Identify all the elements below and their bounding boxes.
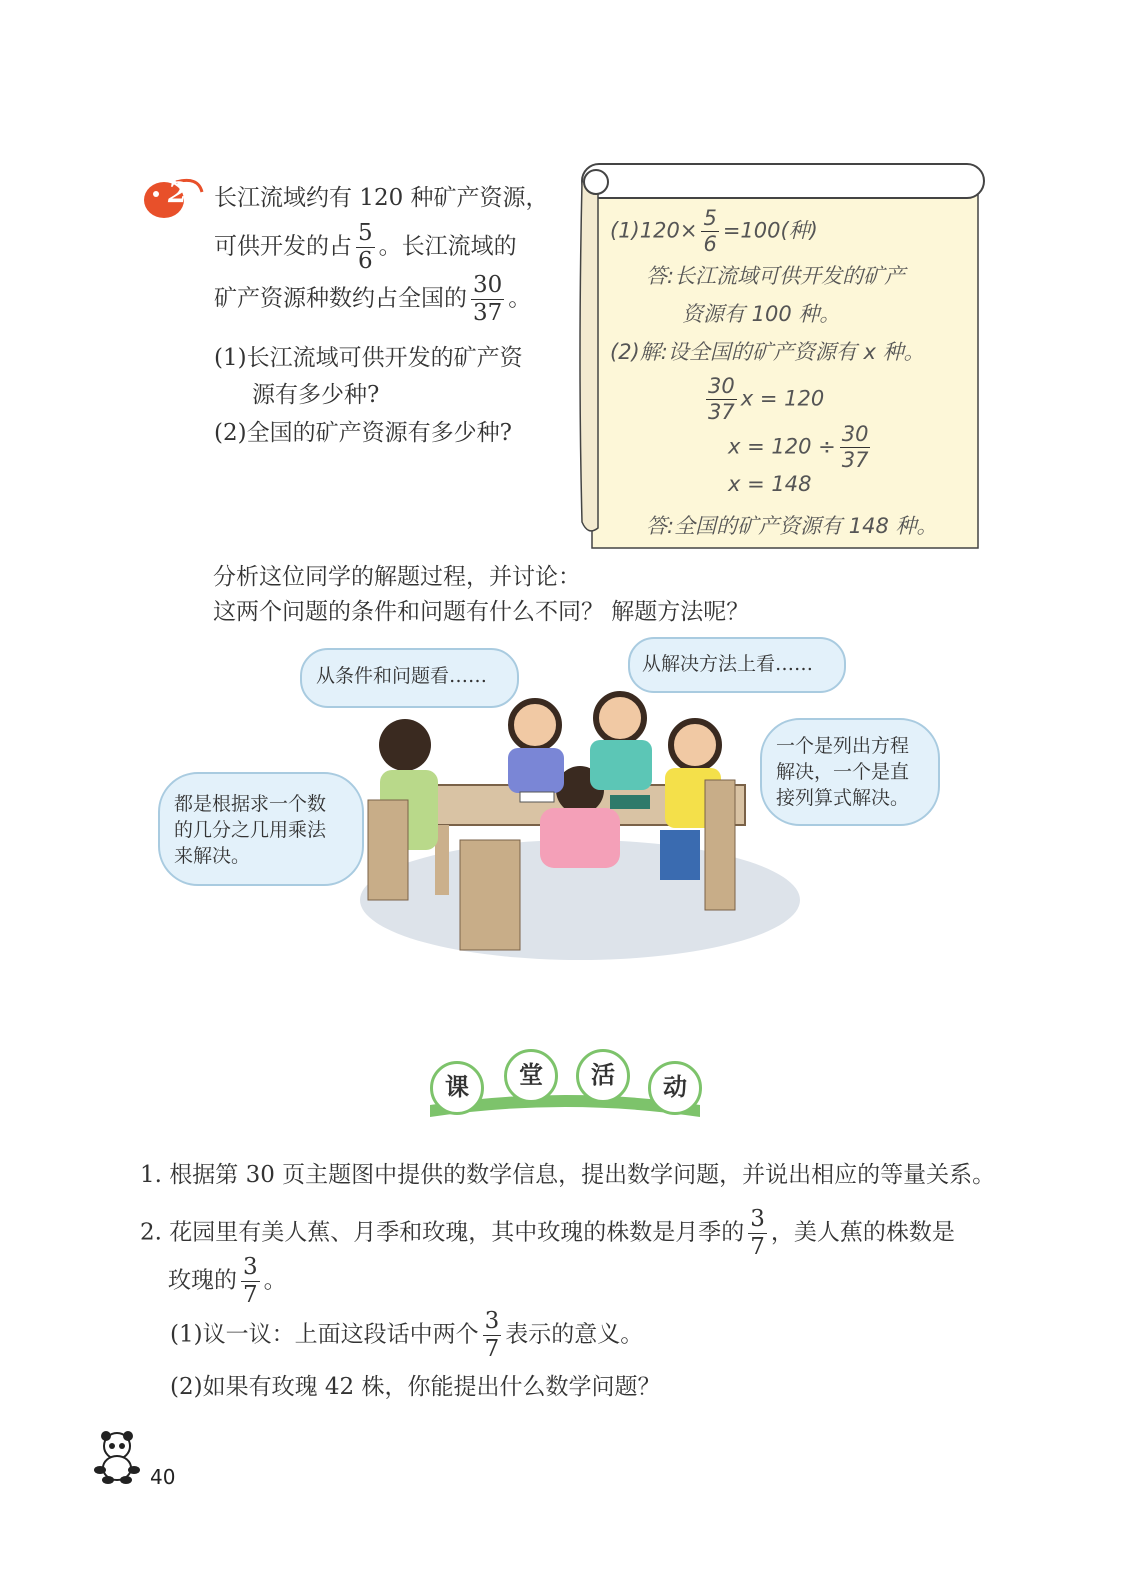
fraction-5-6: $\frac{5}{6}$ xyxy=(358,220,373,274)
children-illustration xyxy=(340,680,810,980)
fraction-3-7-b: $\frac{3}{7}$ xyxy=(243,1254,258,1308)
notebook-fraction-5-6: $\frac{5}{6}$ xyxy=(703,206,717,256)
problem-line-1: 长江流域约有 120 种矿产资源， xyxy=(214,185,549,211)
page-number: 40 xyxy=(150,1465,176,1489)
activity-sub-1: (1)议一议：上面这段话中两个 $\frac{3}{7}$ 表示的意义。 xyxy=(170,1308,644,1362)
activity-char-2: 堂 xyxy=(504,1049,558,1103)
example-badge xyxy=(136,172,206,222)
activity-char-1: 课 xyxy=(430,1061,484,1115)
activity-sub-2: (2)如果有玫瑰 42 株，你能提出什么数学问题？ xyxy=(170,1374,661,1400)
solution-1-answer-1: 答:长江流域可供开发的矿产 xyxy=(646,264,906,288)
speech-bubble-4: 都是根据求一个数 的几分之几用乘法 来解决。 xyxy=(158,772,364,886)
activity-char-3: 活 xyxy=(576,1049,630,1103)
speech-bubble-3: 一个是列出方程 解决，一个是直 接列算式解决。 xyxy=(760,718,940,826)
example-number: 2 xyxy=(168,176,188,209)
problem-line-2: 可供开发的占 $\frac{5}{6}$ 。长江流域的 xyxy=(214,220,517,274)
question-1b: 源有多少种? xyxy=(252,382,380,408)
activity-header xyxy=(420,1045,710,1125)
equation-2: x = 120 ÷ $\frac{30}{37}$ xyxy=(728,422,869,472)
activity-item-1: 1. 根据第 30 页主题图中提供的数学信息，提出数学问题，并说出相应的等量关系。 xyxy=(140,1162,996,1188)
children-table-icon xyxy=(340,680,810,980)
problem-line-3: 矿产资源种数约占全国的 $\frac{30}{37}$ 。 xyxy=(214,272,532,326)
activity-item-2-line-2: 玫瑰的 $\frac{3}{7}$ 。 xyxy=(168,1254,287,1308)
solution-2-setup: (2)解:设全国的矿产资源有 x 种。 xyxy=(610,340,925,364)
discussion-line-1: 分析这位同学的解题过程，并讨论： xyxy=(213,564,581,590)
equation-3: x = 148 xyxy=(728,472,812,496)
speech-bubble-2: 从解决方法上看…… xyxy=(628,637,846,693)
notebook xyxy=(576,162,988,552)
solution-1-answer-2: 资源有 100 种。 xyxy=(682,302,841,326)
equation-2-fraction: $\frac{30}{37}$ xyxy=(841,422,869,472)
speech-bubble-1: 从条件和问题看…… xyxy=(300,648,519,708)
fraction-30-37: $\frac{30}{37}$ xyxy=(473,272,503,326)
fraction-3-7-a: $\frac{3}{7}$ xyxy=(750,1206,765,1260)
equation-1: $\frac{30}{37}$ x = 120 xyxy=(708,374,825,424)
activity-item-2-line-1: 2. 花园里有美人蕉、月季和玫瑰，其中玫瑰的株数是月季的 $\frac{3}{7}$ ，美人蕉的株数是 xyxy=(140,1206,955,1260)
discussion-line-2: 这两个问题的条件和问题有什么不同？ 解题方法呢？ xyxy=(213,599,750,625)
question-1a: (1)长江流域可供开发的矿产资 xyxy=(214,345,523,371)
activity-char-4: 动 xyxy=(648,1061,702,1115)
question-2: (2)全国的矿产资源有多少种? xyxy=(214,420,512,446)
equation-1-fraction: $\frac{30}{37}$ xyxy=(708,374,735,424)
solution-1: (1)120× $\frac{5}{6}$ =100(种) xyxy=(610,206,818,256)
panda-icon xyxy=(92,1430,142,1485)
fraction-3-7-c: $\frac{3}{7}$ xyxy=(484,1308,500,1362)
solution-2-answer: 答:全国的矿产资源有 148 种。 xyxy=(646,514,938,538)
